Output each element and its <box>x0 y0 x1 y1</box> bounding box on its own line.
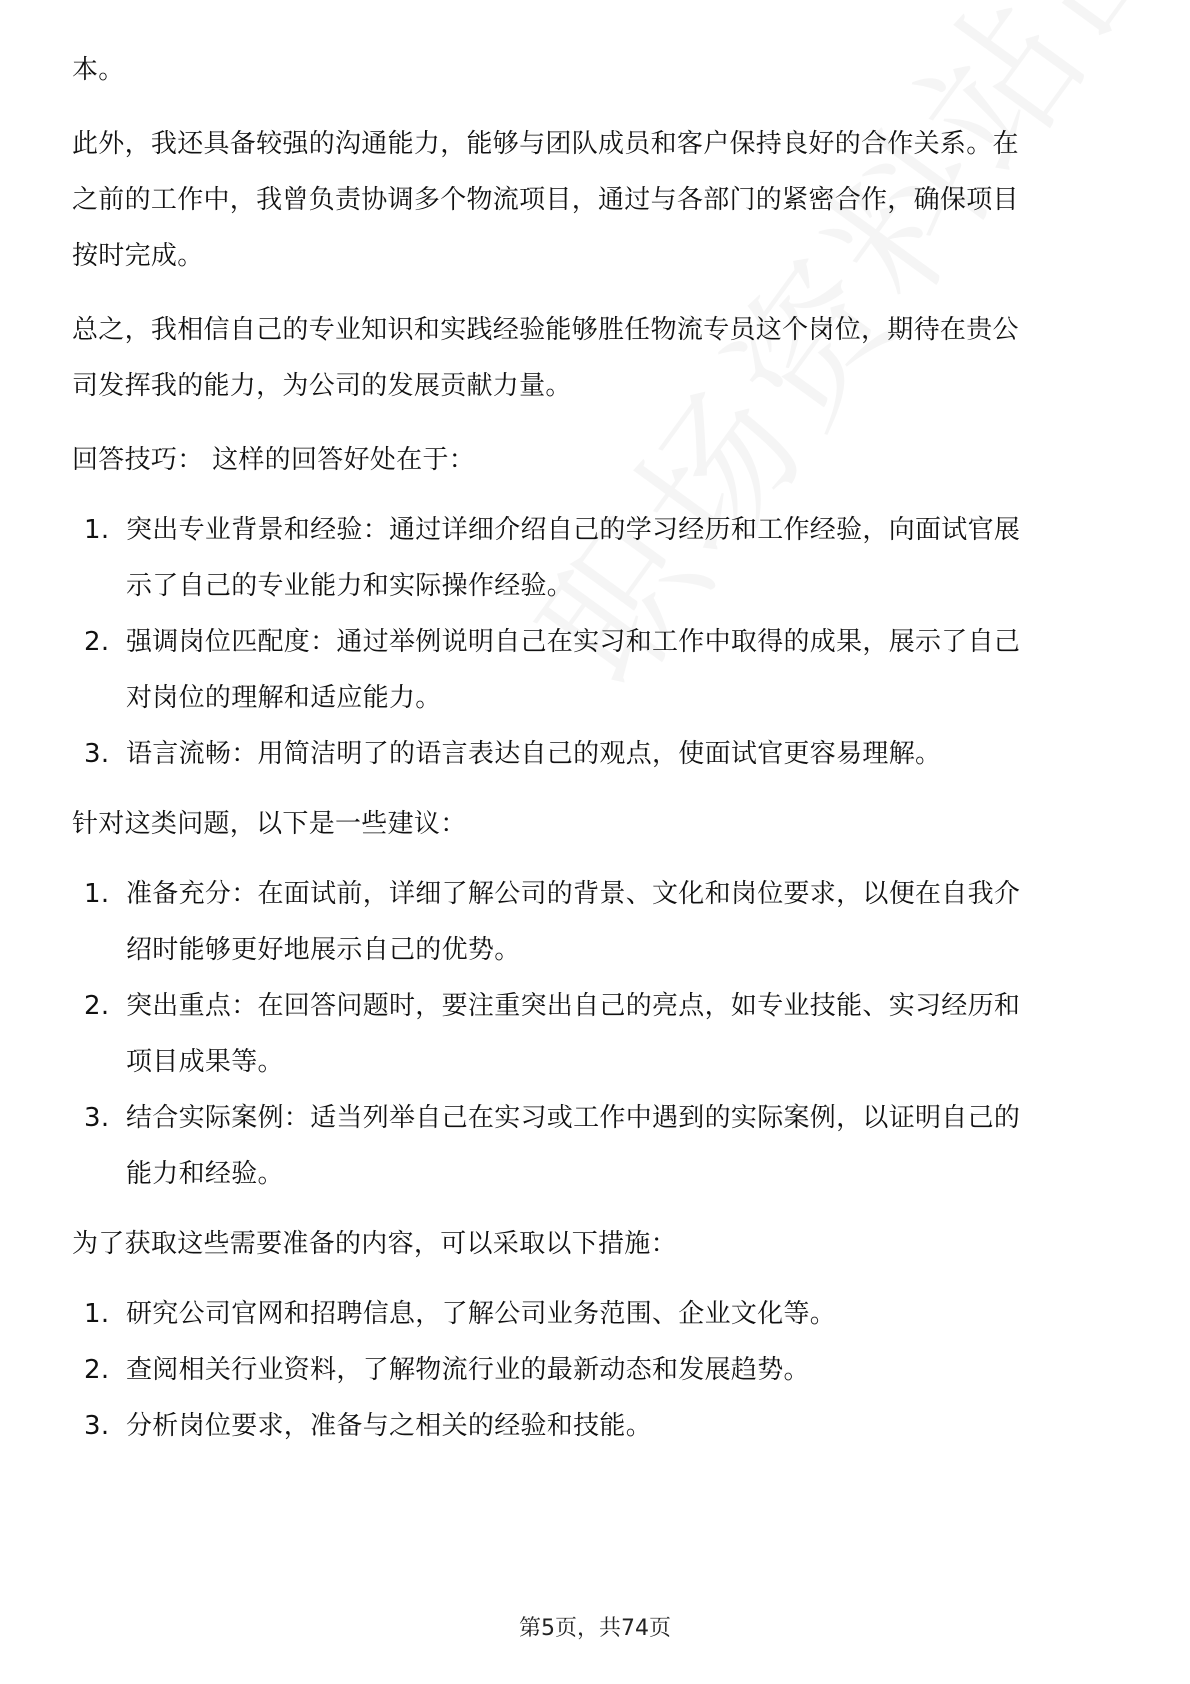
paragraph-conclusion <box>72 302 1118 414</box>
paragraph-line: 总之，我相信自己的专业知识和实践经验能够胜任物流专员这个岗位，期待在贵公 <box>72 315 1019 345</box>
list-line: 强调岗位匹配度：通过举例说明自己在实习和工作中取得的成果，展示了自己 <box>126 627 1021 657</box>
list-line: 准备充分：在面试前，详细了解公司的背景、文化和岗位要求，以便在自我介 <box>126 879 1021 909</box>
paragraph-ending <box>72 42 1118 98</box>
answer-tips-list <box>72 502 1118 782</box>
list-item <box>72 726 1118 782</box>
list-line: 绍时能够更好地展示自己的优势。 <box>126 935 521 965</box>
list-item <box>72 502 1118 614</box>
list-line: 语言流畅：用简洁明了的语言表达自己的观点，使面试官更容易理解。 <box>126 739 942 769</box>
list-line: 突出重点：在回答问题时，要注重突出自己的亮点，如专业技能、实习经历和 <box>126 991 1021 1021</box>
paragraph-line: 此外，我还具备较强的沟通能力，能够与团队成员和客户保持良好的合作关系。在 <box>72 129 1019 159</box>
paragraph-line: 本。 <box>72 55 125 85</box>
paragraph-communication <box>72 116 1118 284</box>
section-heading-suggestions <box>72 796 1118 852</box>
list-line: 结合实际案例：适当列举自己在实习或工作中遇到的实际案例，以证明自己的 <box>126 1103 1021 1133</box>
list-line: 项目成果等。 <box>126 1047 284 1077</box>
list-line: 查阅相关行业资料，了解物流行业的最新动态和发展趋势。 <box>126 1355 810 1385</box>
suggestions-list <box>72 866 1118 1202</box>
document-content <box>72 42 1118 1454</box>
list-item <box>72 614 1118 726</box>
list-item <box>72 1286 1118 1342</box>
page-footer: 第5页，共74页 <box>519 1616 671 1641</box>
paragraph-line: 司发挥我的能力，为公司的发展贡献力量。 <box>72 371 572 401</box>
section-heading-text: 针对这类问题，以下是一些建议： <box>72 809 467 839</box>
preparation-measures-list <box>72 1286 1118 1454</box>
section-heading-preparation-measures <box>72 1216 1118 1272</box>
list-line: 突出专业背景和经验：通过详细介绍自己的学习经历和工作经验，向面试官展 <box>126 515 1021 545</box>
section-heading-text: 回答技巧： 这样的回答好处在于： <box>72 445 476 475</box>
list-number: 3. <box>84 1103 110 1133</box>
list-item <box>72 1398 1118 1454</box>
list-line: 研究公司官网和招聘信息，了解公司业务范围、企业文化等。 <box>126 1299 837 1329</box>
list-number: 3. <box>84 1411 110 1441</box>
list-item <box>72 1090 1118 1202</box>
paragraph-line: 按时完成。 <box>72 241 204 271</box>
list-number: 1. <box>84 515 110 545</box>
list-number: 2. <box>84 991 110 1021</box>
list-item <box>72 866 1118 978</box>
section-heading-answer-tips <box>72 432 1118 488</box>
list-number: 3. <box>84 739 110 769</box>
list-number: 1. <box>84 879 110 909</box>
list-number: 2. <box>84 1355 110 1385</box>
list-line: 示了自己的专业能力和实际操作经验。 <box>126 571 574 601</box>
list-line: 分析岗位要求，准备与之相关的经验和技能。 <box>126 1411 653 1441</box>
list-line: 对岗位的理解和适应能力。 <box>126 683 442 713</box>
list-item <box>72 1342 1118 1398</box>
list-line: 能力和经验。 <box>126 1159 284 1189</box>
section-heading-text: 为了获取这些需要准备的内容，可以采取以下措施： <box>72 1229 677 1259</box>
list-item <box>72 978 1118 1090</box>
list-number: 2. <box>84 627 110 657</box>
list-number: 1. <box>84 1299 110 1329</box>
paragraph-line: 之前的工作中，我曾负责协调多个物流项目，通过与各部门的紧密合作，确保项目 <box>72 185 1019 215</box>
